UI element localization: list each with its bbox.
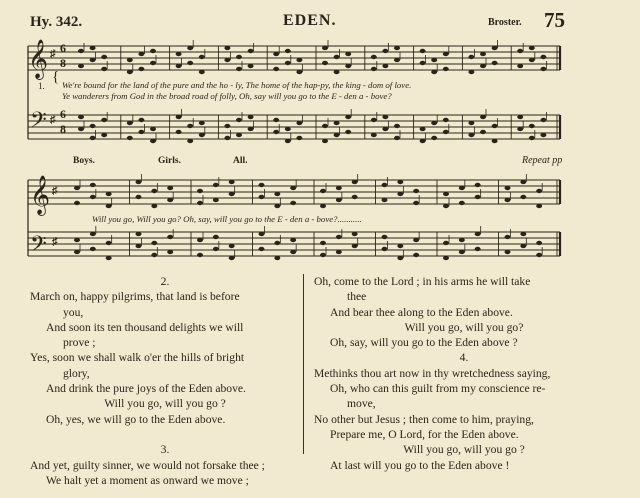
svg-text:8: 8: [60, 56, 66, 70]
verse-line: thee: [347, 290, 367, 304]
svg-text:♯: ♯: [50, 114, 56, 126]
verse-line: move,: [347, 397, 376, 411]
verse-line: Will you go, will you go ?: [104, 397, 226, 411]
verse-line: glory,: [63, 366, 90, 380]
bass-clef-icon-2: 𝄢: [30, 232, 47, 261]
verse-line: Will you go, will you go ?: [403, 443, 525, 457]
bass-clef-icon: 𝄢: [30, 108, 47, 137]
hymn-number: Hy. 342.: [30, 14, 83, 30]
verse-line: 3.: [160, 443, 170, 457]
girls-label: Girls.: [158, 156, 181, 166]
verse-line: Prepare me, O Lord, for the Eden above.: [330, 427, 519, 441]
svg-text:♯: ♯: [50, 48, 56, 60]
lyric-line-3: Will you go, Will you go? Oh, say, will you go to the E - den a - bove?...........: [92, 214, 362, 224]
verse-line: Oh, come to the Lord ; in his arms he will take: [314, 275, 531, 288]
treble-clef-icon: 𝄞: [28, 41, 49, 78]
verse-line: Oh, say, will you go to the Eden above ?: [330, 336, 518, 350]
lyric-line-1: We're bound for the land of the pure and the ho - ly, The home of the hap-py, the king - dom of love.: [62, 80, 412, 90]
verse-line: Methinks thou art now in thy wretchedness saying,: [314, 366, 551, 380]
verse-line: And soon its ten thousand delights we will: [46, 320, 244, 334]
verse-line: And bear thee along to the Eden above.: [330, 305, 513, 319]
verse-line: [30, 427, 300, 442]
all-label: All.: [233, 156, 248, 166]
tune-title: EDEN.: [283, 12, 337, 29]
treble-clef-icon-2: 𝄞: [30, 177, 51, 214]
repeat-direction: Repeat pp: [522, 155, 563, 166]
verse-line: No other but Jesus ; then come to him, praying,: [314, 412, 534, 426]
svg-text:6: 6: [60, 107, 66, 121]
verse-line: Yes, soon we shall walk o'er the hills of bright: [30, 351, 245, 365]
verse-line: 4.: [459, 351, 469, 365]
svg-text:8: 8: [60, 122, 66, 136]
verse-line: At last will you go to the Eden above !: [330, 458, 510, 472]
page-number: 75: [544, 8, 565, 32]
composer-name: Broster.: [488, 17, 522, 28]
verse-line: prove ;: [63, 336, 96, 350]
verse-line: And drink the pure joys of the Eden above.: [46, 382, 246, 396]
svg-text:{: {: [52, 69, 60, 85]
svg-text:♯: ♯: [52, 236, 58, 248]
column-divider: [303, 274, 304, 454]
verse-line: Oh, who can this guilt from my conscience re-: [330, 382, 546, 396]
verse-line: you,: [63, 305, 84, 319]
verse-line: Will you go, will you go?: [404, 320, 524, 334]
verses-left-column: [30, 274, 300, 488]
svg-text:6: 6: [60, 41, 66, 55]
verses-right-column: [314, 274, 614, 473]
verse-line: March on, happy pilgrims, that land is before: [30, 290, 240, 304]
verse-line: We halt yet a moment as onward we move ;: [46, 473, 249, 487]
verse-number: 1.: [38, 81, 45, 91]
verse-line: And yet, guilty sinner, we would not forsake thee ;: [30, 458, 265, 472]
svg-text:♯: ♯: [52, 185, 58, 197]
verse-line: 2.: [160, 275, 170, 288]
verse-line: Oh, yes, we will go to the Eden above.: [46, 412, 226, 426]
lyric-line-2: Ye wanderers from God in the broad road of folly, Oh, say will you go to the E - den a - bove?: [62, 91, 392, 101]
boys-label: Boys.: [73, 156, 95, 166]
